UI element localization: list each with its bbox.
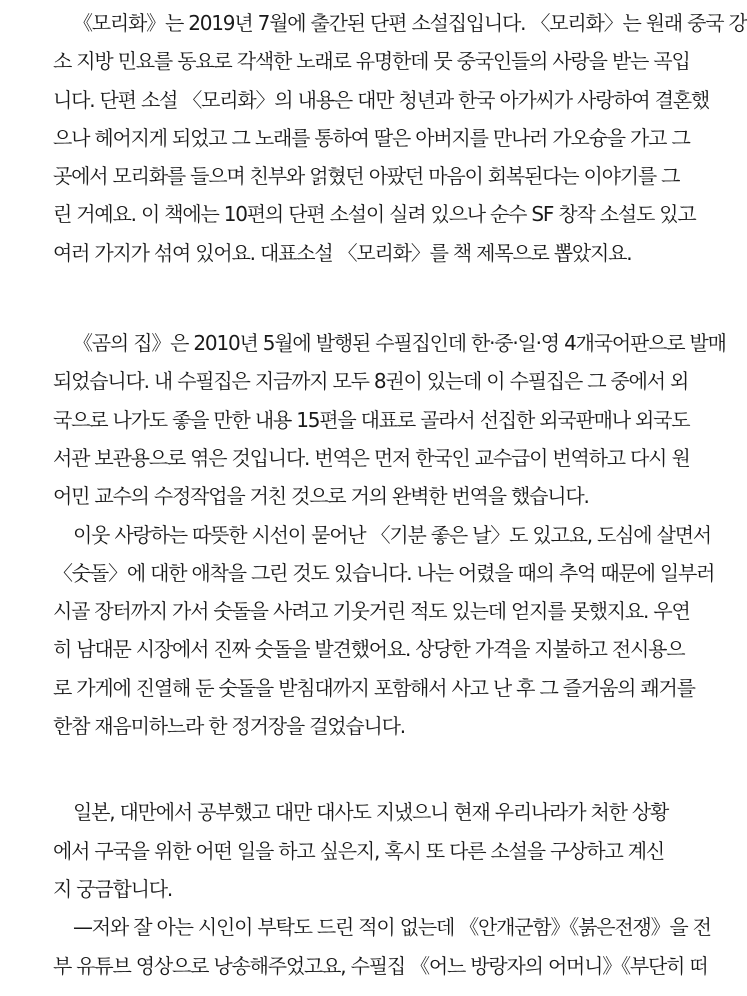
document-body [53,4,747,985]
text-line: 되었습니다. 내 수필집은 지금까지 모두 8권이 있는데 이 수필집은 그 중에서 외 [53,369,689,394]
text-line: 서관 보관용으로 엮은 것입니다. 번역은 먼저 한국인 교수급이 번역하고 다시 원 [53,445,690,470]
text-line: 린 거예요. 이 책에는 10편의 단편 소설이 실려 있으나 순수 SF 창작 소설도 있고 [53,202,696,227]
text-line: —저와 잘 아는 시인이 부탁도 드린 적이 없는데 《안개군함》《붉은전쟁》을 전 [73,915,711,940]
text-line: 니다. 단편 소설 〈모리화〉의 내용은 대만 청년과 한국 아가씨가 사랑하여 결혼했 [53,87,710,112]
text-line: 한참 재음미하느라 한 정거장을 걸었습니다. [53,714,405,739]
paragraph-question [53,793,669,908]
text-line: 일본, 대만에서 공부했고 대만 대사도 지냈으니 현재 우리나라가 처한 상황 [73,800,669,825]
text-line: 어민 교수의 수정작업을 거친 것으로 거의 완벽한 번역을 했습니다. [53,484,589,509]
text-line: 〈숫돌〉에 대한 애착을 그린 것도 있습니다. 나는 어렸을 때의 추억 때문에 일부러 [53,560,715,585]
text-line: 히 남대문 시장에서 진짜 숫돌을 발견했어요. 상당한 가격을 지불하고 전시용으 [53,637,685,662]
paragraph-morihwa [53,4,747,272]
paragraph-answer [53,908,711,985]
text-line: 이웃 사랑하는 따뜻한 시선이 묻어난 〈기분 좋은 날〉도 있고요, 도심에 살면서 [73,522,711,547]
text-line: 《곰의 집》은 2010년 5월에 발행된 수필집인데 한·중·일·영 4개국어판으로 발매 [73,331,726,356]
text-line: 곳에서 모리화를 들으며 친부와 얽혔던 아팠던 마음이 회복된다는 이야기를 그 [53,164,680,189]
text-line: 소 지방 민요를 동요로 각색한 노래로 유명한데 뭇 중국인들의 사랑을 받는 곡입 [53,49,690,74]
text-line: 부 유튜브 영상으로 낭송해주었고요, 수필집 《어느 방랑자의 어머니》《부단히 떠 [53,953,708,978]
text-line: 에서 구국을 위한 어떤 일을 하고 싶은지, 혹시 또 다른 소설을 구상하고 계신 [53,838,664,863]
text-line: 시골 장터까지 가서 숫돌을 사려고 기웃거린 적도 있는데 얻지를 못했지요. 우연 [53,599,690,624]
text-line: 지 궁금합니다. [53,876,173,901]
text-line: 로 가게에 진열해 둔 숫돌을 받침대까지 포함해서 사고 난 후 그 즐거움의 쾌거를 [53,675,695,700]
text-line: 여러 가지가 섞여 있어요. 대표소설 〈모리화〉를 책 제목으로 뽑았지요. [53,240,632,265]
text-line: 으나 헤어지게 되었고 그 노래를 통하여 딸은 아버지를 만나러 가오슝을 가고 그 [53,125,690,150]
paragraph-whetstone [53,516,715,746]
text-line: 국으로 나가도 좋을 만한 내용 15편을 대표로 골라서 선집한 외국판매나 외국도 [53,407,690,432]
paragraph-bear-house [53,324,726,515]
text-line: 《모리화》는 2019년 7월에 출간된 단편 소설집입니다. 〈모리화〉는 원래 중국 강 [73,11,747,35]
